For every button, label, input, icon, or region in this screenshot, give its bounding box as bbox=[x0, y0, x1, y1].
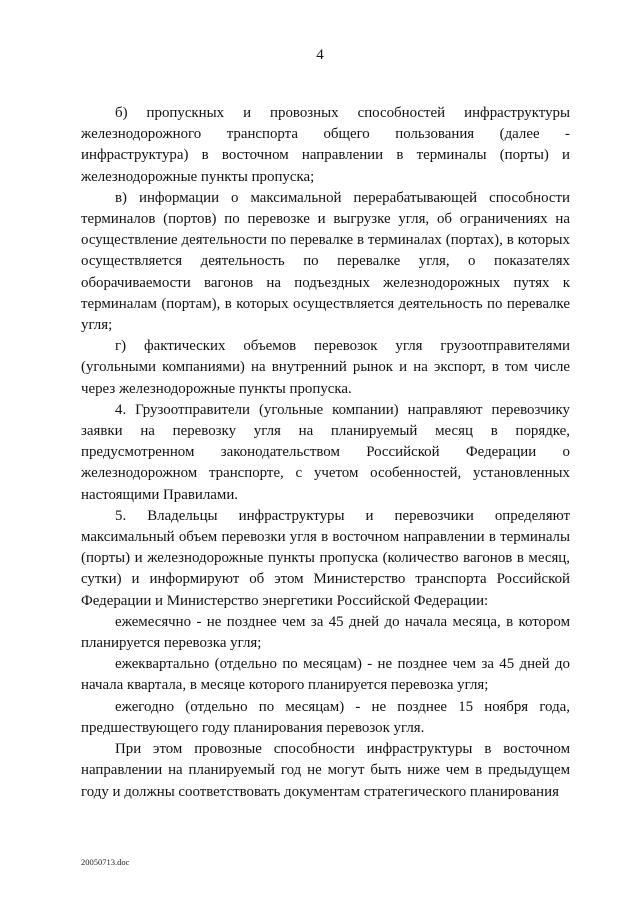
paragraph-item-v: в) информации о максимальной перерабатывающей способности терминалов (портов) по перевозке и выгрузке угля, об ограничениях на осуществление деятельности по перевалке в терминалах (портах), в которых осуществляется деятельность по перевалке угля, о показателях оборачиваемости вагонов на подъездных железнодорожных путях к терминалам (портам), в которых осуществляется деятельность по перевалке угля; bbox=[81, 189, 570, 334]
paragraph-clause-4: 4. Грузоотправители (угольные компании) направляют перевозчику заявки на перевозку угля на планируемый месяц в порядке, предусмотренном законодательством Российской Федерации о железнодорожном транспорте, с учетом особенностей, установленных настоящими Правилами. bbox=[81, 401, 570, 503]
paragraph-item-g: г) фактических объемов перевозок угля грузоотправителями (угольными компаниями) на внутренний рынок и на экспорт, в том числе через железнодорожные пункты пропуска. bbox=[81, 338, 570, 397]
paragraph-clause-5: 5. Владельцы инфраструктуры и перевозчики определяют максимальный объем перевозки угля в восточном направлении в терминалы (порты) и железнодорожные пункты пропуска (количество вагонов в месяц, сутки) и информируют об этом Министерство транспорта Российской Федерации и Министерство энергетики Российской Федерации: bbox=[81, 507, 570, 609]
paragraph-quarterly: ежеквартально (отдельно по месяцам) - не позднее чем за 45 дней до начала квартала, в месяце которого планируется перевозка угля; bbox=[81, 656, 570, 694]
paragraph-monthly: ежемесячно - не позднее чем за 45 дней до начала месяца, в котором планируется перевозка угля; bbox=[81, 613, 570, 652]
footer-file-name: 20050713.doc bbox=[81, 857, 130, 867]
document-body bbox=[81, 103, 570, 803]
paragraph-item-b: б) пропускных и провозных способностей инфраструктуры железнодорожного транспорта общего пользования (далее - инфраструктура) в восточном направлении в терминалы (порты) и железнодорожные пункты пропуска; bbox=[81, 105, 570, 185]
paragraph-capacity: При этом провозные способности инфраструктуры в восточном направлении на планируемый год не могут быть ниже чем в предыдущем году и должны соответствовать документам стратегического планирования bbox=[81, 741, 570, 800]
paragraph-yearly: ежегодно (отдельно по месяцам) - не позднее 15 ноября года, предшествующего году планирования перевозок угля. bbox=[81, 698, 570, 736]
page-number: 4 bbox=[316, 47, 324, 63]
